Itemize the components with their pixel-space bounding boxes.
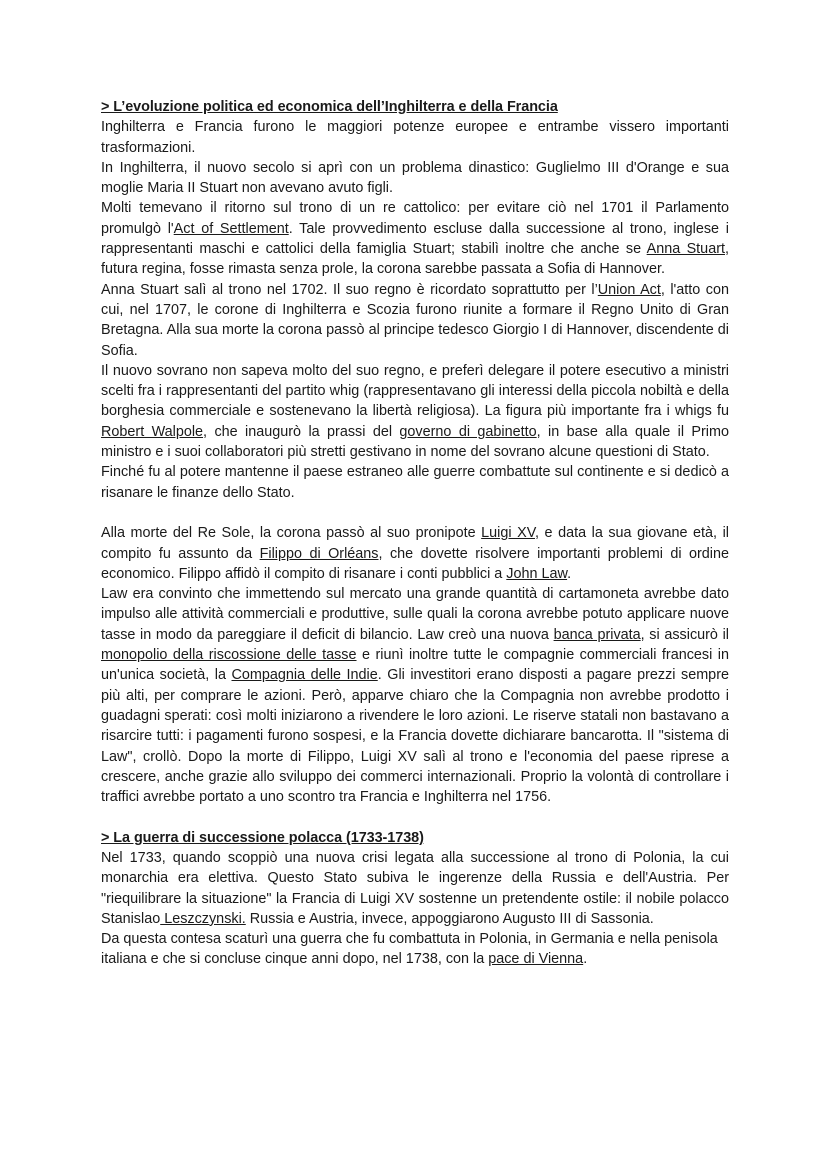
paragraph: [101, 584, 729, 807]
section-title-guerra-polacca: > La guerra di successione polacca (1733-1738): [101, 829, 424, 846]
text-run: Russia e Austria, invece, appoggiarono Augusto III di Sassonia.: [245, 910, 654, 927]
paragraph: Finché fu al potere mantenne il paese estraneo alle guerre combattute sul continente e si dedicò a risanare le finanze dello Stato.: [101, 464, 729, 501]
link-leszczynski[interactable]: Leszczynski.: [160, 910, 246, 927]
link-monopolio-tasse[interactable]: monopolio della riscossione delle tasse: [101, 647, 357, 664]
text-run: , che inaugurò la prassi del: [203, 423, 400, 440]
link-union-act[interactable]: Union Act: [597, 281, 661, 298]
text-run: Alla morte del Re Sole, la corona passò al suo pronipote: [101, 525, 482, 542]
text-run: . Gli investitori erano disposti a pagare prezzi sempre più alti, per comprare le azioni. Però, apparve chiaro che la Compagnia non avrebbe prodotto i guadagni sperati: così molti iniziarono a rivendere le loro azioni. Le riserve statali non bastavano a risarcire tutti: i pagamenti furono sospesi, e la Francia dovette dichiarare bancarotta. Il "sistema di Law", crollò. Dopo la morte di Filippo, Luigi XV salì al trono e l'economia del paese riprese a crescere, anche grazie allo sviluppo dei commerci internazionali. Proprio la volontà di controllare i traffici avrebbe portato a uno scontro tra Francia e Inghilterra nel 1756.: [101, 667, 729, 806]
text-run: , in base alla quale il Primo ministro e i suoi collaboratori più stretti gestivano in nome del sovrano alcune questioni di Stato.: [101, 423, 729, 461]
link-pace-di-vienna[interactable]: pace di Vienna: [488, 951, 584, 968]
text-run: Molti temevano il ritorno sul trono di un re cattolico: per evitare ciò nel 1701 il Parlamento promulgò l': [101, 200, 729, 237]
link-compagnia-delle-indie[interactable]: Compagnia delle Indie: [231, 667, 378, 684]
link-act-of-settlement[interactable]: Act of Settlement: [173, 220, 289, 237]
link-anna-stuart[interactable]: Anna Stuart: [646, 241, 725, 258]
paragraph: [101, 848, 729, 929]
paragraph: In Inghilterra, il nuovo secolo si aprì con un problema dinastico: Guglielmo III d'Orange e sua moglie Maria II Stuart non avevano avuto figli.: [101, 159, 729, 197]
text-run: Il nuovo sovrano non sapeva molto del suo regno, e preferì delegare il potere esecutivo a ministri scelti fra i rappresentanti del partito whig (rappresentavano gli interessi della piccola nobiltà e della borghesia commerciale e sostenevano la libertà religiosa). La figura più importante fra i whigs fu: [101, 362, 729, 420]
text-run: Nel 1733, quando scoppiò una nuova crisi legata alla successione al trono di Polonia, la cui monarchia era elettiva. Questo Stato subiva le ingerenze della Russia e dell'Austria. Per "riequilibrare la situazione" la Francia di Luigi XV sostenne un pretendente ostile: il nobile polacco Stanislao: [101, 849, 729, 927]
paragraph: Inghilterra e Francia furono le maggiori potenze europee e entrambe vissero importanti trasformazioni.: [101, 119, 729, 156]
text-run: , l'atto con cui, nel 1707, le corone di Inghilterra e Scozia furono riunite a formare il Regno Unito di Gran Bretagna. Alla sua morte la corona passò al principe tedesco Giorgio I di Hannover, discendente di Sofia.: [101, 281, 729, 359]
link-banca-privata[interactable]: banca privata: [553, 626, 641, 643]
section-title-evoluzione: > L’evoluzione politica ed economica dell’Inghilterra e della Francia: [101, 99, 558, 115]
text-run: Law era convinto che immettendo sul mercato una grande quantità di cartamoneta avrebbe dato impulso alle attività commerciali e produttive, sulle quali la corona avrebbe potuto applicare nuove tasse in modo da pareggiare il deficit di bilancio. Law creò una nuova: [101, 586, 729, 643]
text-run: , si assicurò il: [640, 626, 729, 643]
paragraph: [101, 280, 729, 361]
link-filippo-di-orleans[interactable]: Filippo di Orléans: [259, 545, 379, 562]
text-run: Anna Stuart salì al trono nel 1702. Il suo regno è ricordato soprattutto per l’: [101, 281, 598, 298]
link-robert-walpole[interactable]: Robert Walpole: [101, 423, 204, 440]
paragraph: [101, 198, 729, 279]
blank-line: [101, 503, 729, 523]
text-run: , futura regina, fosse rimasta senza prole, la corona sarebbe passata a Sofia di Hannover.: [101, 241, 729, 278]
link-john-law[interactable]: John Law: [506, 565, 568, 582]
text-run: , e data la sua giovane età, il compito fu assunto da: [101, 525, 729, 562]
blank-line: [101, 807, 729, 827]
paragraph: [101, 523, 729, 584]
link-luigi-xv[interactable]: Luigi XV: [481, 525, 535, 542]
link-governo-di-gabinetto[interactable]: governo di gabinetto: [399, 423, 537, 440]
text-run: . Tale provvedimento escluse dalla successione al trono, inglese i rappresentanti maschi e cattolici della famiglia Stuart; stabilì inoltre che anche se: [101, 220, 729, 258]
document-body: [101, 97, 729, 970]
text-run: , che dovette risolvere importanti problemi di ordine economico. Filippo affidò il compito di risanare i conti pubblici a: [101, 545, 730, 582]
text-run: e riunì inoltre tutte le compagnie commerciali francesi in un'unica società, la: [101, 647, 729, 684]
paragraph: [101, 929, 729, 970]
text-run: .: [567, 565, 572, 582]
paragraph: [101, 361, 729, 462]
text-run: .: [583, 951, 588, 968]
text-run: Da questa contesa scaturì una guerra che fu combattuta in Polonia, in Germania e nella penisola italiana e che si concluse cinque anni dopo, nel 1738, con la: [101, 931, 718, 968]
